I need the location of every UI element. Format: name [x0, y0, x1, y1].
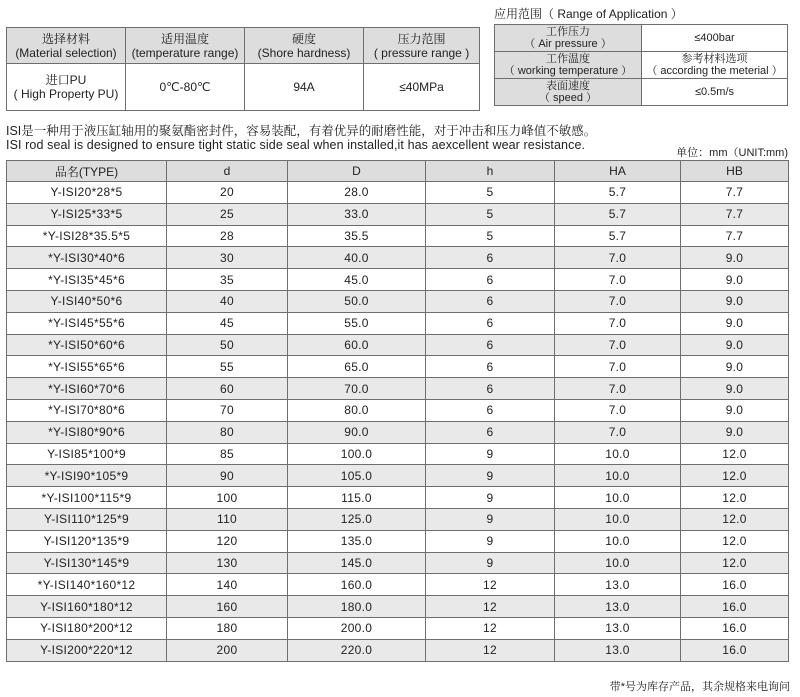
- spec-cell-D: 105.0: [288, 465, 426, 487]
- material-header-cn: 选择材料: [41, 31, 90, 46]
- spec-row: [7, 487, 789, 509]
- spec-row: [7, 334, 789, 356]
- spec-cell-type: Y-ISI110*125*9: [7, 508, 167, 530]
- application-title: 应用范围（ Range of Application ）: [494, 7, 683, 21]
- spec-cell-HA: 5.7: [555, 203, 681, 225]
- spec-row: [7, 443, 789, 465]
- spec-cell-type: Y-ISI40*50*6: [7, 290, 167, 312]
- spec-cell-D: 180.0: [288, 596, 426, 618]
- spec-cell-HA: 7.0: [555, 399, 681, 421]
- spec-cell-d: 60: [167, 378, 288, 400]
- spec-cell-type: *Y-ISI140*160*12: [7, 574, 167, 596]
- spec-cell-type: *Y-ISI35*45*6: [7, 269, 167, 291]
- application-label-en: （ Air pressure ）: [524, 38, 612, 50]
- spec-cell-type: *Y-ISI80*90*6: [7, 421, 167, 443]
- spec-cell-HA: 13.0: [555, 574, 681, 596]
- spec-cell-d: 85: [167, 443, 288, 465]
- spec-cell-d: 45: [167, 312, 288, 334]
- spec-header-HA: HA: [555, 161, 681, 182]
- material-header: [7, 28, 126, 64]
- spec-row: [7, 203, 789, 225]
- spec-cell-D: 50.0: [288, 290, 426, 312]
- spec-cell-h: 12: [426, 639, 555, 661]
- spec-cell-HB: 12.0: [681, 508, 789, 530]
- spec-cell-HB: 16.0: [681, 639, 789, 661]
- spec-row: [7, 182, 789, 204]
- pressure-header-cn: 压力范围: [397, 31, 446, 46]
- application-value: [642, 25, 788, 52]
- spec-row: [7, 269, 789, 291]
- spec-cell-HA: 7.0: [555, 247, 681, 269]
- spec-cell-h: 5: [426, 203, 555, 225]
- spec-cell-HB: 9.0: [681, 290, 789, 312]
- application-label-en: （ speed ）: [538, 92, 598, 104]
- spec-cell-d: 140: [167, 574, 288, 596]
- spec-header-HB: HB: [681, 161, 789, 182]
- spec-cell-D: 90.0: [288, 421, 426, 443]
- spec-cell-type: Y-ISI130*145*9: [7, 552, 167, 574]
- hardness-header-cn: 硬度: [291, 31, 316, 46]
- temperature-header-cn: 适用温度: [160, 31, 209, 46]
- application-row: [495, 52, 788, 79]
- spec-row: [7, 356, 789, 378]
- description-cn: ISI是一种用于液压缸轴用的聚氨酯密封件，容易装配，有着优异的耐磨性能，对于冲击和压力峰值不敏感。: [6, 124, 597, 138]
- spec-cell-d: 70: [167, 399, 288, 421]
- spec-cell-HB: 12.0: [681, 443, 789, 465]
- spec-cell-h: 6: [426, 378, 555, 400]
- spec-cell-HA: 13.0: [555, 639, 681, 661]
- spec-cell-h: 12: [426, 617, 555, 639]
- spec-row: [7, 378, 789, 400]
- spec-cell-type: *Y-ISI50*60*6: [7, 334, 167, 356]
- spec-cell-h: 6: [426, 269, 555, 291]
- spec-row: [7, 225, 789, 247]
- spec-cell-HB: 16.0: [681, 596, 789, 618]
- spec-cell-type: *Y-ISI60*70*6: [7, 378, 167, 400]
- application-value-cn: 参考材料选项: [681, 53, 748, 65]
- spec-cell-h: 9: [426, 487, 555, 509]
- spec-cell-HB: 12.0: [681, 465, 789, 487]
- spec-cell-d: 160: [167, 596, 288, 618]
- spec-cell-type: *Y-ISI90*105*9: [7, 465, 167, 487]
- spec-cell-type: Y-ISI20*28*5: [7, 182, 167, 204]
- spec-row: [7, 465, 789, 487]
- spec-cell-d: 40: [167, 290, 288, 312]
- spec-cell-d: 35: [167, 269, 288, 291]
- spec-cell-h: 6: [426, 334, 555, 356]
- spec-cell-HB: 12.0: [681, 552, 789, 574]
- spec-cell-type: *Y-ISI55*65*6: [7, 356, 167, 378]
- material-header-row: [7, 28, 480, 64]
- spec-header-d: d: [167, 161, 288, 182]
- spec-cell-HA: 13.0: [555, 617, 681, 639]
- spec-cell-h: 6: [426, 247, 555, 269]
- spec-cell-HA: 10.0: [555, 530, 681, 552]
- spec-row: [7, 421, 789, 443]
- material-value-en: ( High Property PU): [13, 87, 119, 101]
- spec-cell-D: 115.0: [288, 487, 426, 509]
- application-label: [495, 25, 642, 52]
- application-value-en: ≤0.5m/s: [694, 86, 735, 98]
- spec-row: [7, 530, 789, 552]
- spec-cell-D: 28.0: [288, 182, 426, 204]
- spec-cell-D: 65.0: [288, 356, 426, 378]
- spec-cell-HA: 10.0: [555, 487, 681, 509]
- application-label: [495, 79, 642, 106]
- spec-cell-D: 70.0: [288, 378, 426, 400]
- spec-cell-HA: 7.0: [555, 334, 681, 356]
- spec-cell-D: 55.0: [288, 312, 426, 334]
- spec-row: [7, 574, 789, 596]
- spec-header-row: [7, 161, 789, 182]
- spec-cell-type: *Y-ISI100*115*9: [7, 487, 167, 509]
- spec-cell-h: 9: [426, 508, 555, 530]
- spec-cell-d: 180: [167, 617, 288, 639]
- spec-table: [6, 160, 789, 662]
- spec-header-type: 品名(TYPE): [7, 161, 167, 182]
- spec-cell-HA: 7.0: [555, 356, 681, 378]
- material-header-en: (Material selection): [15, 45, 117, 60]
- spec-cell-D: 33.0: [288, 203, 426, 225]
- spec-cell-HA: 7.0: [555, 378, 681, 400]
- pressure-header-en: ( pressure range ): [373, 45, 470, 60]
- material-table: [6, 27, 480, 111]
- spec-cell-D: 135.0: [288, 530, 426, 552]
- application-label-cn: 工作压力: [546, 26, 590, 38]
- spec-cell-type: Y-ISI180*200*12: [7, 617, 167, 639]
- spec-cell-h: 9: [426, 443, 555, 465]
- spec-cell-HA: 7.0: [555, 421, 681, 443]
- hardness-header-en: (Shore hardness): [257, 45, 351, 60]
- spec-cell-D: 160.0: [288, 574, 426, 596]
- spec-cell-HB: 9.0: [681, 399, 789, 421]
- hardness-header: [245, 28, 364, 64]
- spec-cell-d: 50: [167, 334, 288, 356]
- spec-cell-h: 5: [426, 225, 555, 247]
- spec-cell-HA: 7.0: [555, 290, 681, 312]
- temperature-value: 0℃-80℃: [126, 64, 245, 111]
- application-row: [495, 25, 788, 52]
- spec-cell-HA: 10.0: [555, 465, 681, 487]
- spec-cell-HB: 16.0: [681, 574, 789, 596]
- spec-cell-h: 9: [426, 465, 555, 487]
- spec-cell-type: Y-ISI160*180*12: [7, 596, 167, 618]
- pressure-value: ≤40MPa: [364, 64, 480, 111]
- spec-row: [7, 312, 789, 334]
- spec-cell-d: 110: [167, 508, 288, 530]
- spec-cell-d: 80: [167, 421, 288, 443]
- spec-cell-h: 9: [426, 530, 555, 552]
- spec-cell-HA: 7.0: [555, 269, 681, 291]
- spec-row: [7, 290, 789, 312]
- spec-row: [7, 639, 789, 661]
- spec-cell-HB: 9.0: [681, 312, 789, 334]
- application-value-en: （ according the meterial ）: [646, 65, 783, 77]
- spec-row: [7, 617, 789, 639]
- spec-cell-type: *Y-ISI70*80*6: [7, 399, 167, 421]
- spec-cell-HB: 7.7: [681, 225, 789, 247]
- temperature-header: [126, 28, 245, 64]
- spec-cell-HB: 7.7: [681, 182, 789, 204]
- application-table: [494, 24, 788, 106]
- spec-cell-type: *Y-ISI45*55*6: [7, 312, 167, 334]
- spec-cell-HB: 12.0: [681, 530, 789, 552]
- spec-row: [7, 399, 789, 421]
- spec-cell-d: 90: [167, 465, 288, 487]
- spec-cell-d: 30: [167, 247, 288, 269]
- spec-cell-HA: 10.0: [555, 443, 681, 465]
- spec-cell-h: 6: [426, 421, 555, 443]
- spec-cell-h: 6: [426, 356, 555, 378]
- spec-cell-HB: 12.0: [681, 487, 789, 509]
- spec-row: [7, 596, 789, 618]
- application-row: [495, 79, 788, 106]
- spec-cell-d: 130: [167, 552, 288, 574]
- spec-cell-h: 9: [426, 552, 555, 574]
- spec-cell-h: 5: [426, 182, 555, 204]
- spec-header-D: D: [288, 161, 426, 182]
- spec-cell-type: Y-ISI120*135*9: [7, 530, 167, 552]
- spec-cell-d: 200: [167, 639, 288, 661]
- spec-cell-d: 120: [167, 530, 288, 552]
- footnote: 带*号为库存产品，其余规格来电询问: [609, 681, 790, 693]
- application-label-cn: 工作温度: [546, 53, 590, 65]
- description-en: ISI rod seal is designed to ensure tight static side seal when installed,it has aexcellent wear resistance.: [6, 138, 586, 152]
- spec-cell-HA: 13.0: [555, 596, 681, 618]
- spec-cell-HB: 16.0: [681, 617, 789, 639]
- spec-row: [7, 247, 789, 269]
- unit-label: 单位：mm（UNIT:mm): [676, 147, 788, 159]
- spec-cell-D: 60.0: [288, 334, 426, 356]
- spec-cell-HB: 9.0: [681, 421, 789, 443]
- spec-cell-D: 125.0: [288, 508, 426, 530]
- material-value: [7, 64, 126, 111]
- application-value: [642, 79, 788, 106]
- spec-cell-HB: 9.0: [681, 247, 789, 269]
- material-value-cn: 进口PU: [45, 73, 87, 87]
- spec-cell-h: 12: [426, 596, 555, 618]
- spec-cell-h: 6: [426, 312, 555, 334]
- spec-header-h: h: [426, 161, 555, 182]
- application-value-en: ≤400bar: [694, 32, 735, 44]
- spec-cell-type: Y-ISI25*33*5: [7, 203, 167, 225]
- spec-cell-HA: 5.7: [555, 182, 681, 204]
- pressure-header: [364, 28, 480, 64]
- spec-cell-h: 6: [426, 399, 555, 421]
- spec-cell-HB: 9.0: [681, 356, 789, 378]
- spec-row: [7, 552, 789, 574]
- spec-cell-d: 25: [167, 203, 288, 225]
- spec-cell-D: 145.0: [288, 552, 426, 574]
- spec-cell-HB: 9.0: [681, 378, 789, 400]
- application-label: [495, 52, 642, 79]
- spec-cell-d: 28: [167, 225, 288, 247]
- spec-cell-type: Y-ISI200*220*12: [7, 639, 167, 661]
- spec-cell-D: 45.0: [288, 269, 426, 291]
- spec-cell-HB: 9.0: [681, 269, 789, 291]
- spec-cell-d: 55: [167, 356, 288, 378]
- spec-body: [7, 182, 789, 662]
- spec-cell-D: 40.0: [288, 247, 426, 269]
- spec-cell-HA: 5.7: [555, 225, 681, 247]
- spec-cell-h: 12: [426, 574, 555, 596]
- spec-cell-HA: 10.0: [555, 508, 681, 530]
- spec-cell-type: *Y-ISI28*35.5*5: [7, 225, 167, 247]
- application-value: [642, 52, 788, 79]
- material-value-row: [7, 64, 480, 111]
- spec-cell-d: 20: [167, 182, 288, 204]
- spec-cell-h: 6: [426, 290, 555, 312]
- spec-cell-HA: 7.0: [555, 312, 681, 334]
- hardness-value: 94A: [245, 64, 364, 111]
- spec-cell-d: 100: [167, 487, 288, 509]
- application-label-cn: 表面速度: [546, 80, 590, 92]
- spec-cell-HA: 10.0: [555, 552, 681, 574]
- spec-cell-HB: 9.0: [681, 334, 789, 356]
- spec-cell-HB: 7.7: [681, 203, 789, 225]
- spec-row: [7, 508, 789, 530]
- temperature-header-en: (temperature range): [131, 45, 239, 60]
- spec-cell-D: 200.0: [288, 617, 426, 639]
- spec-cell-type: Y-ISI85*100*9: [7, 443, 167, 465]
- spec-cell-D: 35.5: [288, 225, 426, 247]
- application-label-en: （ working temperature ）: [503, 65, 633, 77]
- spec-cell-D: 220.0: [288, 639, 426, 661]
- spec-cell-D: 100.0: [288, 443, 426, 465]
- spec-cell-D: 80.0: [288, 399, 426, 421]
- spec-cell-type: *Y-ISI30*40*6: [7, 247, 167, 269]
